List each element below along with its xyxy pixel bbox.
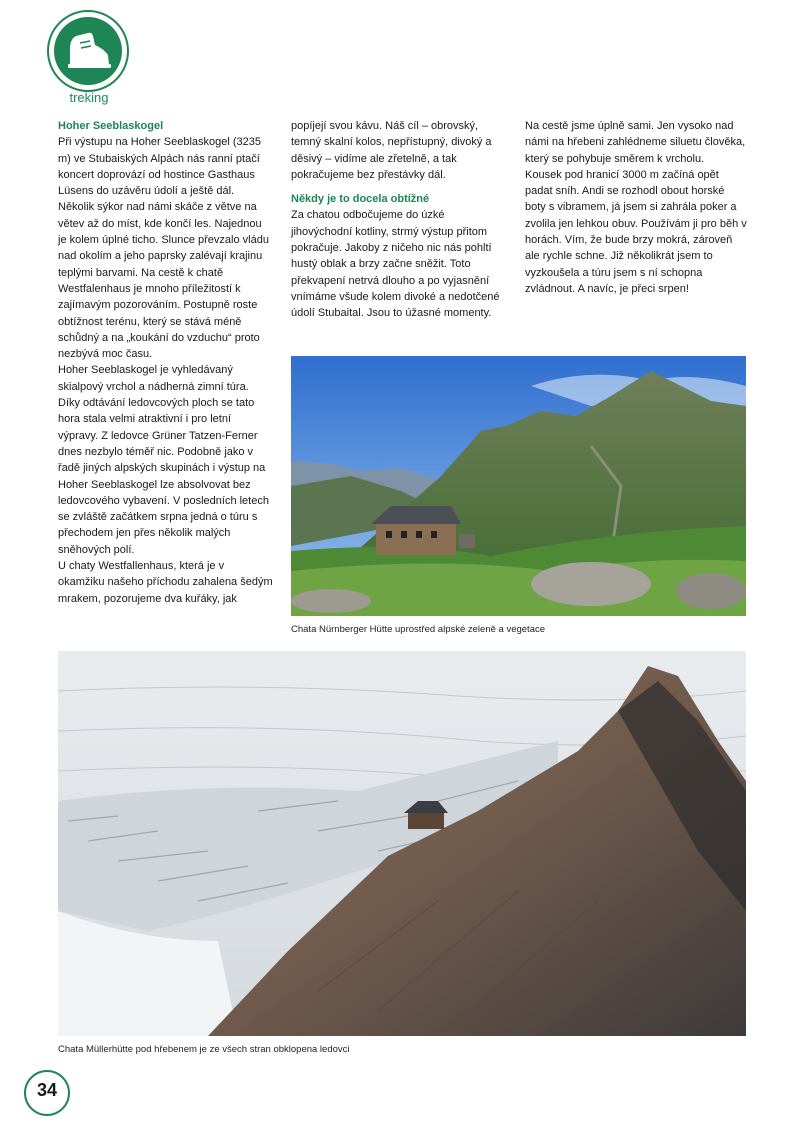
photo-mullerhutte: [58, 651, 746, 1036]
article-column-3: [525, 118, 747, 297]
body-paragraph: U chaty Westfallenhaus, která je v okamžiku našeho příchodu zahalena šedým mrakem, pozorujeme dva kuřáky, jak: [58, 560, 273, 605]
body-paragraph: popíjejí svou kávu. Náš cíl – obrovský, temný skalní kolos, nepřístupný, divoký a děsivý – vidíme ale zřetelně, a tak pokračujeme bez přestávky dál.: [291, 120, 492, 181]
section-badge: [46, 9, 130, 93]
section-heading: Někdy je to docela obtížné: [291, 193, 430, 206]
body-paragraph: Na cestě jsme úplně sami. Jen vysoko nad námi na hřebeni zahlédneme siluetu člověka, který se pohybuje směrem k vrcholu.: [525, 120, 746, 165]
body-paragraph: Kousek pod hranicí 3000 m začíná opět padat sníh. Andi se rozhodl obout horské boty s vibramem, já jsem si zahrála poker a zvolila jen lehkou obuv. Používám ji pro běh v horách. Vím, že bude brzy mokrá, zároveň ale rychle schne. Již několikrát jsem to vyzkoušela a túru jsem s ní schopna zvládnout. A navíc, je přeci srpen!: [525, 168, 747, 295]
section-heading: Hoher Seeblaskogel: [58, 120, 164, 132]
article-column-2: [291, 118, 506, 322]
photo-nurnberger-hutte: [291, 356, 746, 616]
body-paragraph: Při výstupu na Hoher Seeblaskogel (3235 m) ve Stubaiských Alpách nás ranní ptačí koncert doprovází od hostince Gasthaus Lüsens do uzávěru údolí a ještě dál. Několik sýkor nad námi skáče z větve na větev až do míst, kde končí les. Najednou je kolem úplné ticho. Slunce převzalo vládu nad okolím a jeho paprsky zalévají krajinu teplými barvami. Na cestě k chatě Westfalenhaus je mnoho příležitostí k zajímavým pozorováním. Postupně roste obtížnost terénu, který se stává méně schůdný a na „koukání do vzduchu“ proto nezbývá moc času.: [58, 136, 269, 361]
photo-caption: Chata Müllerhütte pod hřebenem je ze všech stran obklopena ledovci: [58, 1044, 350, 1055]
body-paragraph: Hoher Seeblaskogel je vyhledávaný skialpový vrchol a nádherná zimní túra. Díky odtávání ledovcových ploch se tato hora stala velmi atraktivní i pro letní výpravy. Z ledovce Grüner Tatzen-Ferner dnes nezbylo téměř nic. Podobně jako v řadě jiných alpských skupinách i výstup na Hoher Seeblaskogel lze absolvovat bez ledovcového vybavení. V posledních letech se zvláště začátkem srpna jedná o túru s přechodem jen přes několik malých sněhových polí.: [58, 364, 269, 556]
page-number: 34: [36, 1080, 58, 1100]
section-label: treking: [69, 90, 109, 105]
article-column-1: [58, 118, 273, 607]
photo-caption: Chata Nürnberger Hütte uprostřed alpské zeleně a vegetace: [291, 624, 546, 635]
body-paragraph: Za chatou odbočujeme do úzké jihovýchodní kotliny, strmý výstup přitom pokračuje. Jakoby z ničeho nic nás pohltí hustý oblak a brzy začne sněžit. Toto překvapení netrvá dlouho a po vyjasnění vnímáme všude kolem divoké a nedotčené údolí Stubaital. Jsou to úžasné momenty.: [291, 209, 500, 320]
